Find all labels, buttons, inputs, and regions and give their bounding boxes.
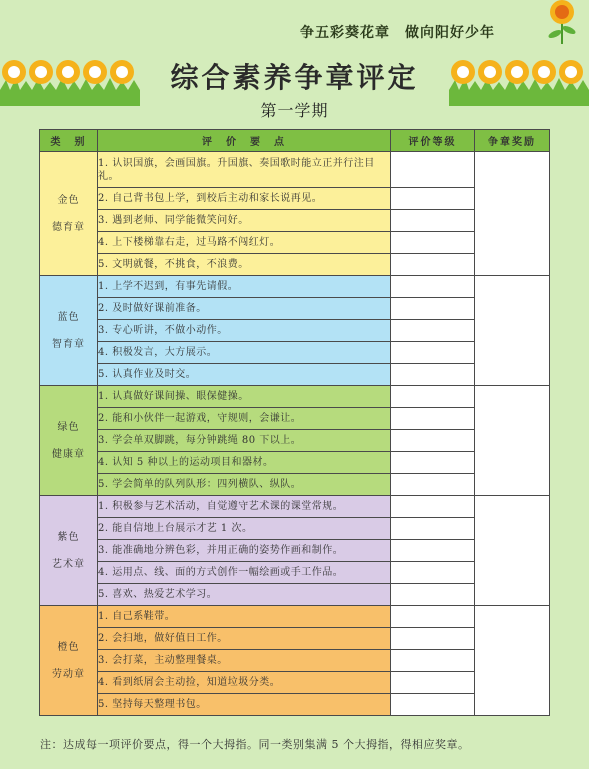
category-badge-label: 智育章 xyxy=(52,338,85,350)
category-cell xyxy=(40,276,98,386)
table-row xyxy=(40,320,550,342)
grade-cell[interactable] xyxy=(391,694,475,716)
table-row xyxy=(40,606,550,628)
category-color-label: 橙色 xyxy=(57,641,80,653)
grade-cell[interactable] xyxy=(391,254,475,276)
criterion-text: 1. 积极参与艺术活动，自觉遵守艺术课的课堂常规。 xyxy=(98,496,391,518)
table-row xyxy=(40,298,550,320)
criterion-text: 2. 能自信地上台展示才艺 1 次。 xyxy=(98,518,391,540)
table-row xyxy=(40,232,550,254)
criterion-text: 2. 自己背书包上学，到校后主动和家长说再见。 xyxy=(98,188,391,210)
category-badge-label: 艺术章 xyxy=(52,558,85,570)
table-row xyxy=(40,430,550,452)
criterion-text: 4. 认知 5 种以上的运动项目和器材。 xyxy=(98,452,391,474)
grade-cell[interactable] xyxy=(391,562,475,584)
table-row xyxy=(40,540,550,562)
grade-cell[interactable] xyxy=(391,628,475,650)
table-row xyxy=(40,496,550,518)
table-row xyxy=(40,210,550,232)
category-badge-label: 健康章 xyxy=(52,448,85,460)
table-row xyxy=(40,518,550,540)
award-cell[interactable] xyxy=(475,152,550,276)
criterion-text: 1. 自己系鞋带。 xyxy=(98,606,391,628)
table-row xyxy=(40,408,550,430)
table-header-row xyxy=(40,130,550,152)
category-color-label: 蓝色 xyxy=(57,311,80,323)
category-badge-label: 劳动章 xyxy=(52,668,85,680)
grade-cell[interactable] xyxy=(391,474,475,496)
criterion-text: 3. 会打菜，主动整理餐桌。 xyxy=(98,650,391,672)
slogan: 争五彩葵花章 做向阳好少年 xyxy=(300,25,495,41)
grade-cell[interactable] xyxy=(391,298,475,320)
award-cell[interactable] xyxy=(475,386,550,496)
criterion-text: 3. 能准确地分辨色彩，并用正确的姿势作画和制作。 xyxy=(98,540,391,562)
grade-cell[interactable] xyxy=(391,452,475,474)
criterion-text: 2. 能和小伙伴一起游戏，守规则，会谦让。 xyxy=(98,408,391,430)
table-row xyxy=(40,694,550,716)
grade-cell[interactable] xyxy=(391,650,475,672)
category-color-label: 金色 xyxy=(57,194,80,206)
page-title: 综合素养争章评定 xyxy=(170,61,419,94)
criterion-text: 4. 积极发言，大方展示。 xyxy=(98,342,391,364)
criterion-text: 3. 专心听讲，不做小动作。 xyxy=(98,320,391,342)
table-row xyxy=(40,452,550,474)
table-row xyxy=(40,254,550,276)
grade-cell[interactable] xyxy=(391,152,475,188)
criterion-text: 5. 认真作业及时交。 xyxy=(98,364,391,386)
criterion-text: 1. 认识国旗，会画国旗。升国旗、奏国歌时能立正并行注目礼。 xyxy=(98,152,391,188)
criterion-text: 2. 会扫地，做好值日工作。 xyxy=(98,628,391,650)
table-row xyxy=(40,628,550,650)
category-cell xyxy=(40,386,98,496)
grade-cell[interactable] xyxy=(391,232,475,254)
category-color-label: 紫色 xyxy=(57,531,80,543)
table-row xyxy=(40,672,550,694)
criterion-text: 5. 文明就餐，不挑食，不浪费。 xyxy=(98,254,391,276)
award-cell[interactable] xyxy=(475,276,550,386)
grade-cell[interactable] xyxy=(391,320,475,342)
criterion-text: 4. 看到纸屑会主动捡，知道垃圾分类。 xyxy=(98,672,391,694)
evaluation-table xyxy=(39,129,550,716)
table-body xyxy=(40,152,550,716)
category-color-label: 绿色 xyxy=(57,421,80,433)
criterion-text: 3. 遇到老师、同学能微笑问好。 xyxy=(98,210,391,232)
table-row xyxy=(40,342,550,364)
criterion-text: 1. 上学不迟到，有事先请假。 xyxy=(98,276,391,298)
category-cell xyxy=(40,152,98,276)
grade-cell[interactable] xyxy=(391,276,475,298)
criterion-text: 5. 学会简单的队列队形：四列横队、纵队。 xyxy=(98,474,391,496)
grade-cell[interactable] xyxy=(391,496,475,518)
sunflower-icon xyxy=(542,0,582,44)
category-badge-label: 德育章 xyxy=(52,221,85,233)
category-cell xyxy=(40,606,98,716)
table-row xyxy=(40,386,550,408)
table-row xyxy=(40,364,550,386)
header-items: 评 价 要 点 xyxy=(98,130,391,152)
footnote: 注：达成每一项评价要点，得一个大拇指。同一类别集满 5 个大拇指，得相应奖章。 xyxy=(40,738,470,751)
grade-cell[interactable] xyxy=(391,364,475,386)
table-row xyxy=(40,188,550,210)
grade-cell[interactable] xyxy=(391,408,475,430)
criterion-text: 1. 认真做好课间操、眼保健操。 xyxy=(98,386,391,408)
criterion-text: 5. 坚持每天整理书包。 xyxy=(98,694,391,716)
table-row xyxy=(40,152,550,188)
header-award: 争章奖励 xyxy=(475,130,550,152)
table-row xyxy=(40,650,550,672)
criterion-text: 3. 学会单双脚跳，每分钟跳绳 80 下以上。 xyxy=(98,430,391,452)
table-row xyxy=(40,474,550,496)
criterion-text: 2. 及时做好课前准备。 xyxy=(98,298,391,320)
grade-cell[interactable] xyxy=(391,210,475,232)
table-row xyxy=(40,562,550,584)
header-category: 类 别 xyxy=(40,130,98,152)
grade-cell[interactable] xyxy=(391,188,475,210)
table-row xyxy=(40,276,550,298)
page-subtitle: 第一学期 xyxy=(260,101,329,120)
grade-cell[interactable] xyxy=(391,386,475,408)
grade-cell[interactable] xyxy=(391,430,475,452)
criterion-text: 5. 喜欢、热爱艺术学习。 xyxy=(98,584,391,606)
award-cell[interactable] xyxy=(475,496,550,606)
criterion-text: 4. 运用点、线、面的方式创作一幅绘画或手工作品。 xyxy=(98,562,391,584)
header-grade: 评价等级 xyxy=(391,130,475,152)
grade-cell[interactable] xyxy=(391,518,475,540)
grade-cell[interactable] xyxy=(391,672,475,694)
table-row xyxy=(40,584,550,606)
grade-cell[interactable] xyxy=(391,540,475,562)
criterion-text: 4. 上下楼梯靠右走，过马路不闯红灯。 xyxy=(98,232,391,254)
grade-cell[interactable] xyxy=(391,584,475,606)
award-cell[interactable] xyxy=(475,606,550,716)
category-cell xyxy=(40,496,98,606)
grade-cell[interactable] xyxy=(391,606,475,628)
grade-cell[interactable] xyxy=(391,342,475,364)
